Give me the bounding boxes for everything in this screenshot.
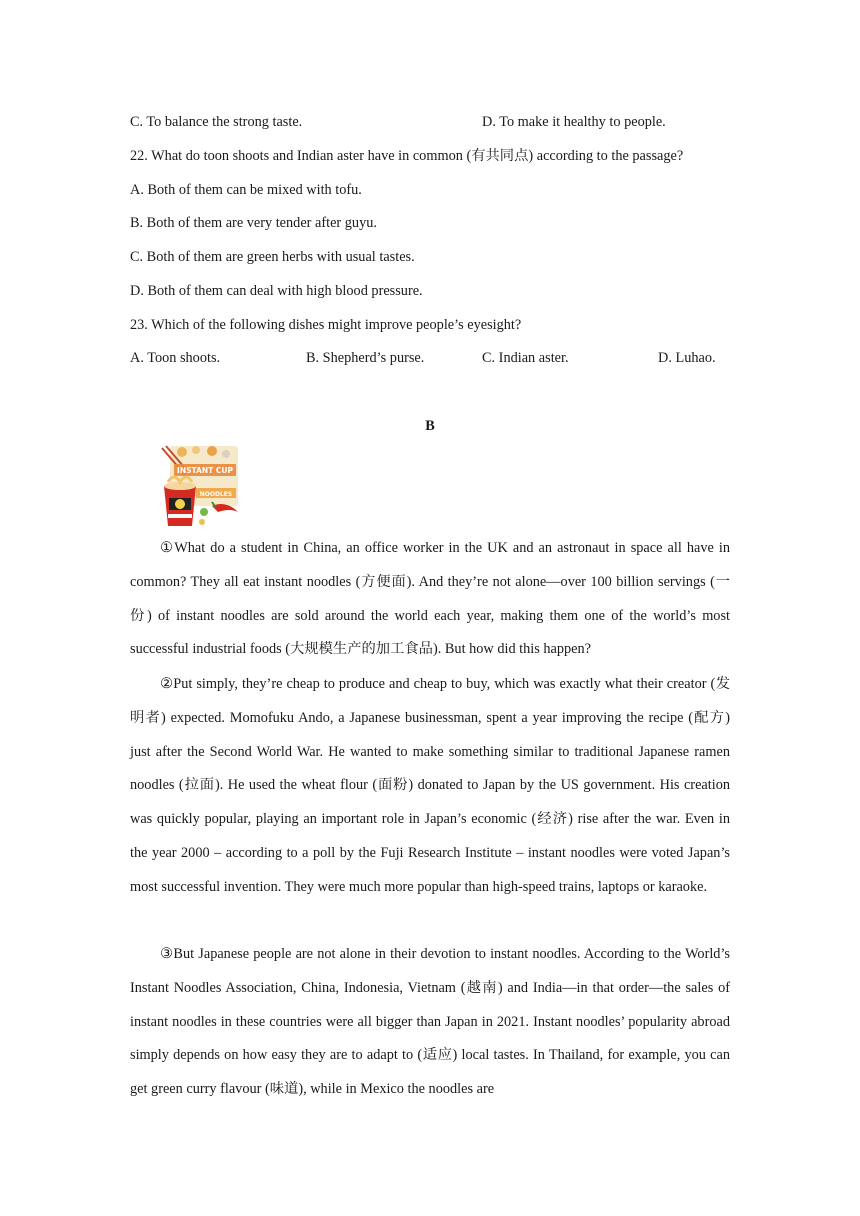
q23-option-d: D. Luhao.: [658, 350, 716, 366]
section-heading: B: [425, 418, 435, 434]
q23-option-c: C. Indian aster.: [482, 350, 569, 366]
q21-option-c: C. To balance the strong taste.: [130, 114, 303, 130]
q23-option-a: A. Toon shoots.: [130, 350, 221, 366]
q23-option-b: B. Shepherd’s purse.: [306, 350, 425, 366]
q22-option-b: B. Both of them are very tender after guyu.: [130, 215, 377, 231]
paragraph-2: ②Put simply, they’re cheap to produce and cheap to buy, which was exactly what their creator (发明者) expected. Momofuku Ando, a Japanese businessman, spent a year improving the recipe (配方) just after the Second World War. He wanted to make something similar to traditional Japanese ramen noodles (拉面). He used the wheat flour (面粉) donated to Japan by the US government. His creation was quickly popular, playing an important role in Japan’s economic (经济) rise after the war. Even in the year 2000 – according to a poll by the Fuji Research Institute – instant noodles were voted Japan’s most successful invention. They were much more popular than high-speed trains, laptops or karaoke.: [130, 676, 730, 895]
instant-noodles-illustration: [156, 442, 242, 530]
paragraph-3: ③But Japanese people are not alone in their devotion to instant noodles. According to the World’s Instant Noodles Association, China, Indonesia, Vietnam (越南) and India—in that order—the sales of instant noodles in these countries were all bigger than Japan in 2021. Instant noodles’ popularity abroad simply depends on how easy they are to adapt to (适应) local tastes. In Thailand, for example, you can get green curry flavour (味道), while in Mexico the noodles are: [130, 946, 730, 1098]
q22-option-d: D. Both of them can deal with high blood pressure.: [130, 283, 423, 299]
instant-noodles-image: [156, 442, 242, 530]
q23-stem: 23. Which of the following dishes might improve people’s eyesight?: [130, 317, 522, 333]
image-caption-line1: INSTANT CUP: [177, 466, 233, 475]
q22-option-c: C. Both of them are green herbs with usual tastes.: [130, 249, 415, 265]
q22-option-a: A. Both of them can be mixed with tofu.: [130, 182, 362, 198]
q21-option-d: D. To make it healthy to people.: [482, 114, 666, 130]
paragraph-1: ①What do a student in China, an office worker in the UK and an astronaut in space all have in common? They all eat instant noodles (方便面). And they’re not alone—over 100 billion servings (一份) of instant noodles are sold around the world each year, making them one of the world’s most successful industrial foods (大规模生产的加工食品). But how did this happen?: [130, 540, 730, 658]
q22-stem: 22. What do toon shoots and Indian aster have in common (有共同点) according to the passage?: [130, 148, 684, 164]
image-caption-line2: NOODLES: [199, 491, 233, 498]
